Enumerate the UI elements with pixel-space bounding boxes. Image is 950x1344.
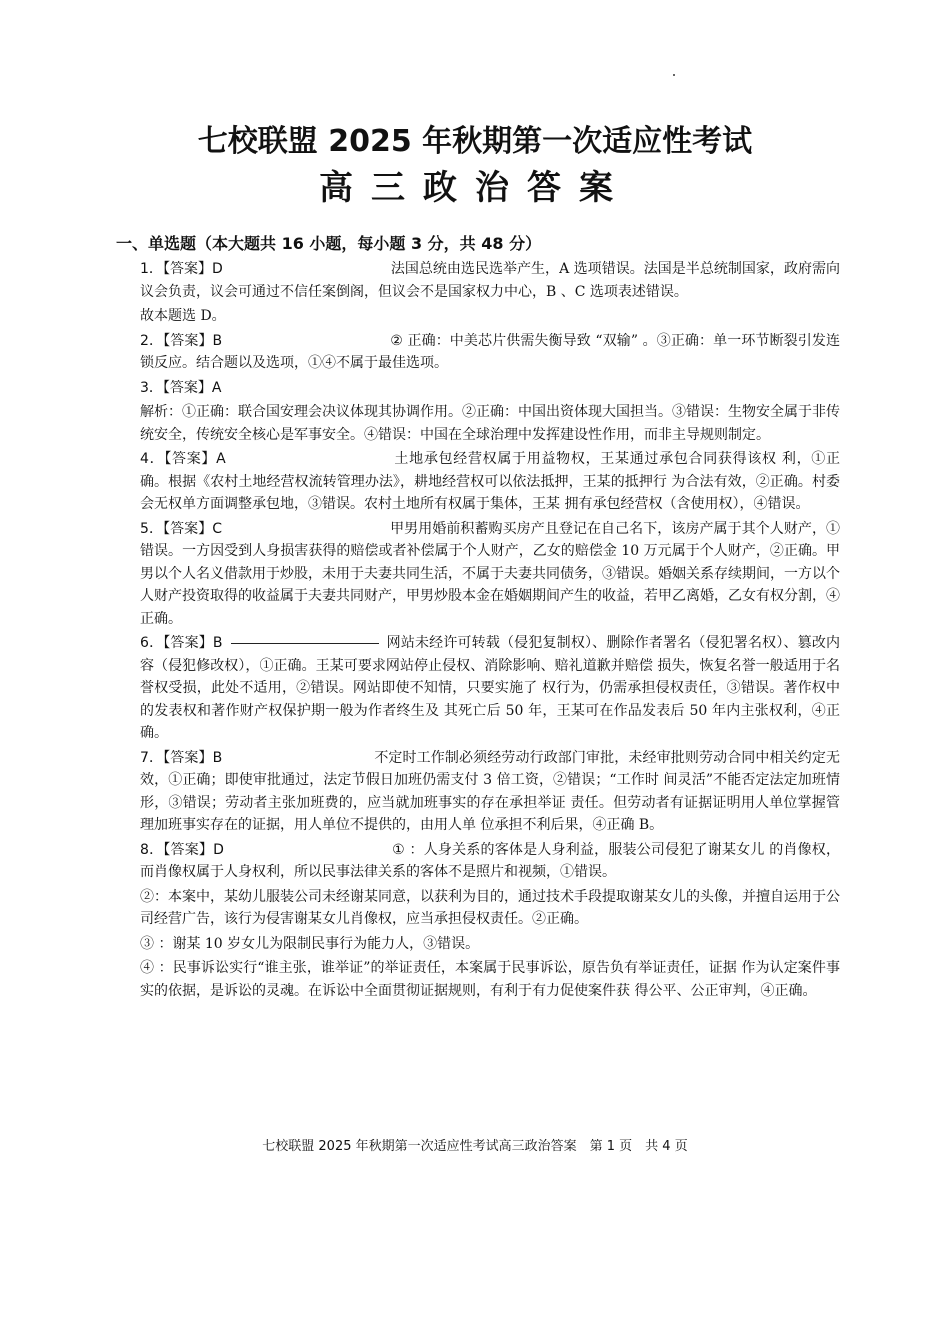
answer-6 — [140, 632, 840, 745]
answer-label: 5．【答案】C — [140, 520, 223, 537]
answer-4 — [140, 448, 840, 516]
answer-list — [140, 258, 840, 1004]
answer-8 — [140, 839, 840, 884]
answer-text: 法国总统由选民选举产生，A 选项错误。法国是半总统制国家，政府需向议会负责，议会可通过不信任案倒阁，但议会不是国家权力中心，B 、C 选项表述错误。 — [140, 261, 841, 300]
speck-dot — [673, 74, 675, 76]
answer-8-part-3: ③ ：谢某 10 岁女儿为限制民事行为能力人，③错误。 — [140, 935, 480, 952]
answer-text: ① ：人身关系的客体是人身利益，服装公司侵犯了谢某女儿 的肖像权，而肖像权属于人身权利，所以民事法律关系的客体不是照片和视频，①错误。 — [140, 841, 841, 880]
answer-8-part-2: ②：本案中，某幼儿服装公司未经谢某同意，以获利为目的，通过技术手段提取谢某女儿的头像，并擅自运用于公司经营广告，该行为侵害谢某女儿肖像权，应当承担侵权责任。②正确。 — [140, 888, 840, 927]
answer-1 — [140, 258, 840, 303]
answer-7 — [140, 747, 840, 837]
answer-label: 7．【答案】B — [140, 749, 223, 766]
answer-8-part-4: ④ ：民事诉讼实行“谁主张，谁举证”的举证责任，本案属于民事诉讼，原告负有举证责任，证据 作为认定案件事实的依据，是诉讼的灵魂。在诉讼中全面贯彻证据规则，有利于有力促使案件获 得公平、公正审判，④正确。 — [140, 960, 840, 999]
answer-label: 6．【答案】B — [140, 635, 223, 651]
answer-1-conclusion: 故本题选 D。 — [140, 308, 226, 324]
page-footer: 七校联盟 2025 年秋期第一次适应性考试高三政治答案 第 1 页 共 4 页 — [262, 1139, 688, 1154]
answer-5 — [140, 518, 840, 631]
section-heading: 一、单选题（本大题共 16 小题，每小题 3 分，共 48 分） — [116, 234, 542, 253]
answer-text: 不定时工作制必须经劳动行政部门审批，未经审批则劳动合同中相关约定无效，①正确；即使审批通过，法定节假日加班仍需支付 3 倍工资，②错误；“工作时 间灵活”不能否定法定加班情形，③错误；劳动者主张加班费的，应当就加班事实的存在承担举证 责任。但劳动者有证据证明用人单位掌握管理加班事实存在的证据，用人单位不提供的，由用人单 位承担不利后果，④正确 B。 — [140, 749, 840, 833]
page-title: 高三政治答案 — [319, 168, 631, 208]
answer-label: 2．【答案】B — [140, 332, 223, 349]
answer-text: 网站未经许可转载（侵犯复制权）、删除作者署名（侵犯署名权）、篡改内容（侵犯修改权），①正确。王某可要求网站停止侵权、消除影响、赔礼道歉并赔偿 损失，恢复名誉一般适用于名誉权受损，此处不适用，②错误。网站即使不知情，只要实施了 权行为，仍需承担侵权责任，③错误。著作权中的发表权和著作财产权保护期一般为作者终生及 其死亡后 50 年，王某可在作品发表后 50 年内主张权利，④正确。 — [140, 635, 841, 741]
answer-text: 甲男用婚前积蓄购买房产且登记在自己名下，该房产属于其个人财产，①错误。一方因受到人身损害获得的赔偿或者补偿属于个人财产，乙女的赔偿金 10 万元属于个人财产，②正确。甲男以个人名义借款用于炒股，未用于夫妻共同生活，不属于夫妻共同债务，③错误。婚姻关系存续期间，一方以个人财产投资取得的收益属于夫妻共同财产，甲男炒股本金在婚姻期间产生的收益，若甲乙离婚，乙女有权分割，④正确。 — [140, 520, 841, 627]
answer-text: 土地承包经营权属于用益物权，王某通过承包合同获得该权 利，①正确。根据《农村土地经营权流转管理办法》，耕地经营权可以依法抵押，王某的抵押行 为合法有效，②正确。村委会无权单方面调整承包地，③错误。农村土地所有权属于集体，王某 拥有承包经营权（含使用权），④错误。 — [140, 451, 841, 512]
answer-label: 4．【答案】A — [140, 451, 226, 467]
answer-2 — [140, 330, 840, 375]
answer-label: 1．【答案】D — [140, 261, 223, 277]
divider-line — [231, 643, 379, 644]
answer-label: 8．【答案】D — [140, 841, 224, 858]
answer-3: 解析：①正确：联合国安理会决议体现其协调作用。②正确：中国出资体现大国担当。③错误：生物安全属于非传统安全，传统安全核心是军事安全。④错误：中国在全球治理中发挥建设性作用，而非主导规则制定。 — [140, 404, 840, 443]
answer-text: ② 正确：中美芯片供需失衡导致 “双输” 。③正确：单一环节断裂引发连锁反应。结合题以及选项，①④不属于最佳选项。 — [140, 332, 840, 371]
exam-title: 七校联盟 2025 年秋期第一次适应性考试 — [197, 124, 753, 159]
answer-3-label: 3．【答案】A — [140, 379, 222, 396]
